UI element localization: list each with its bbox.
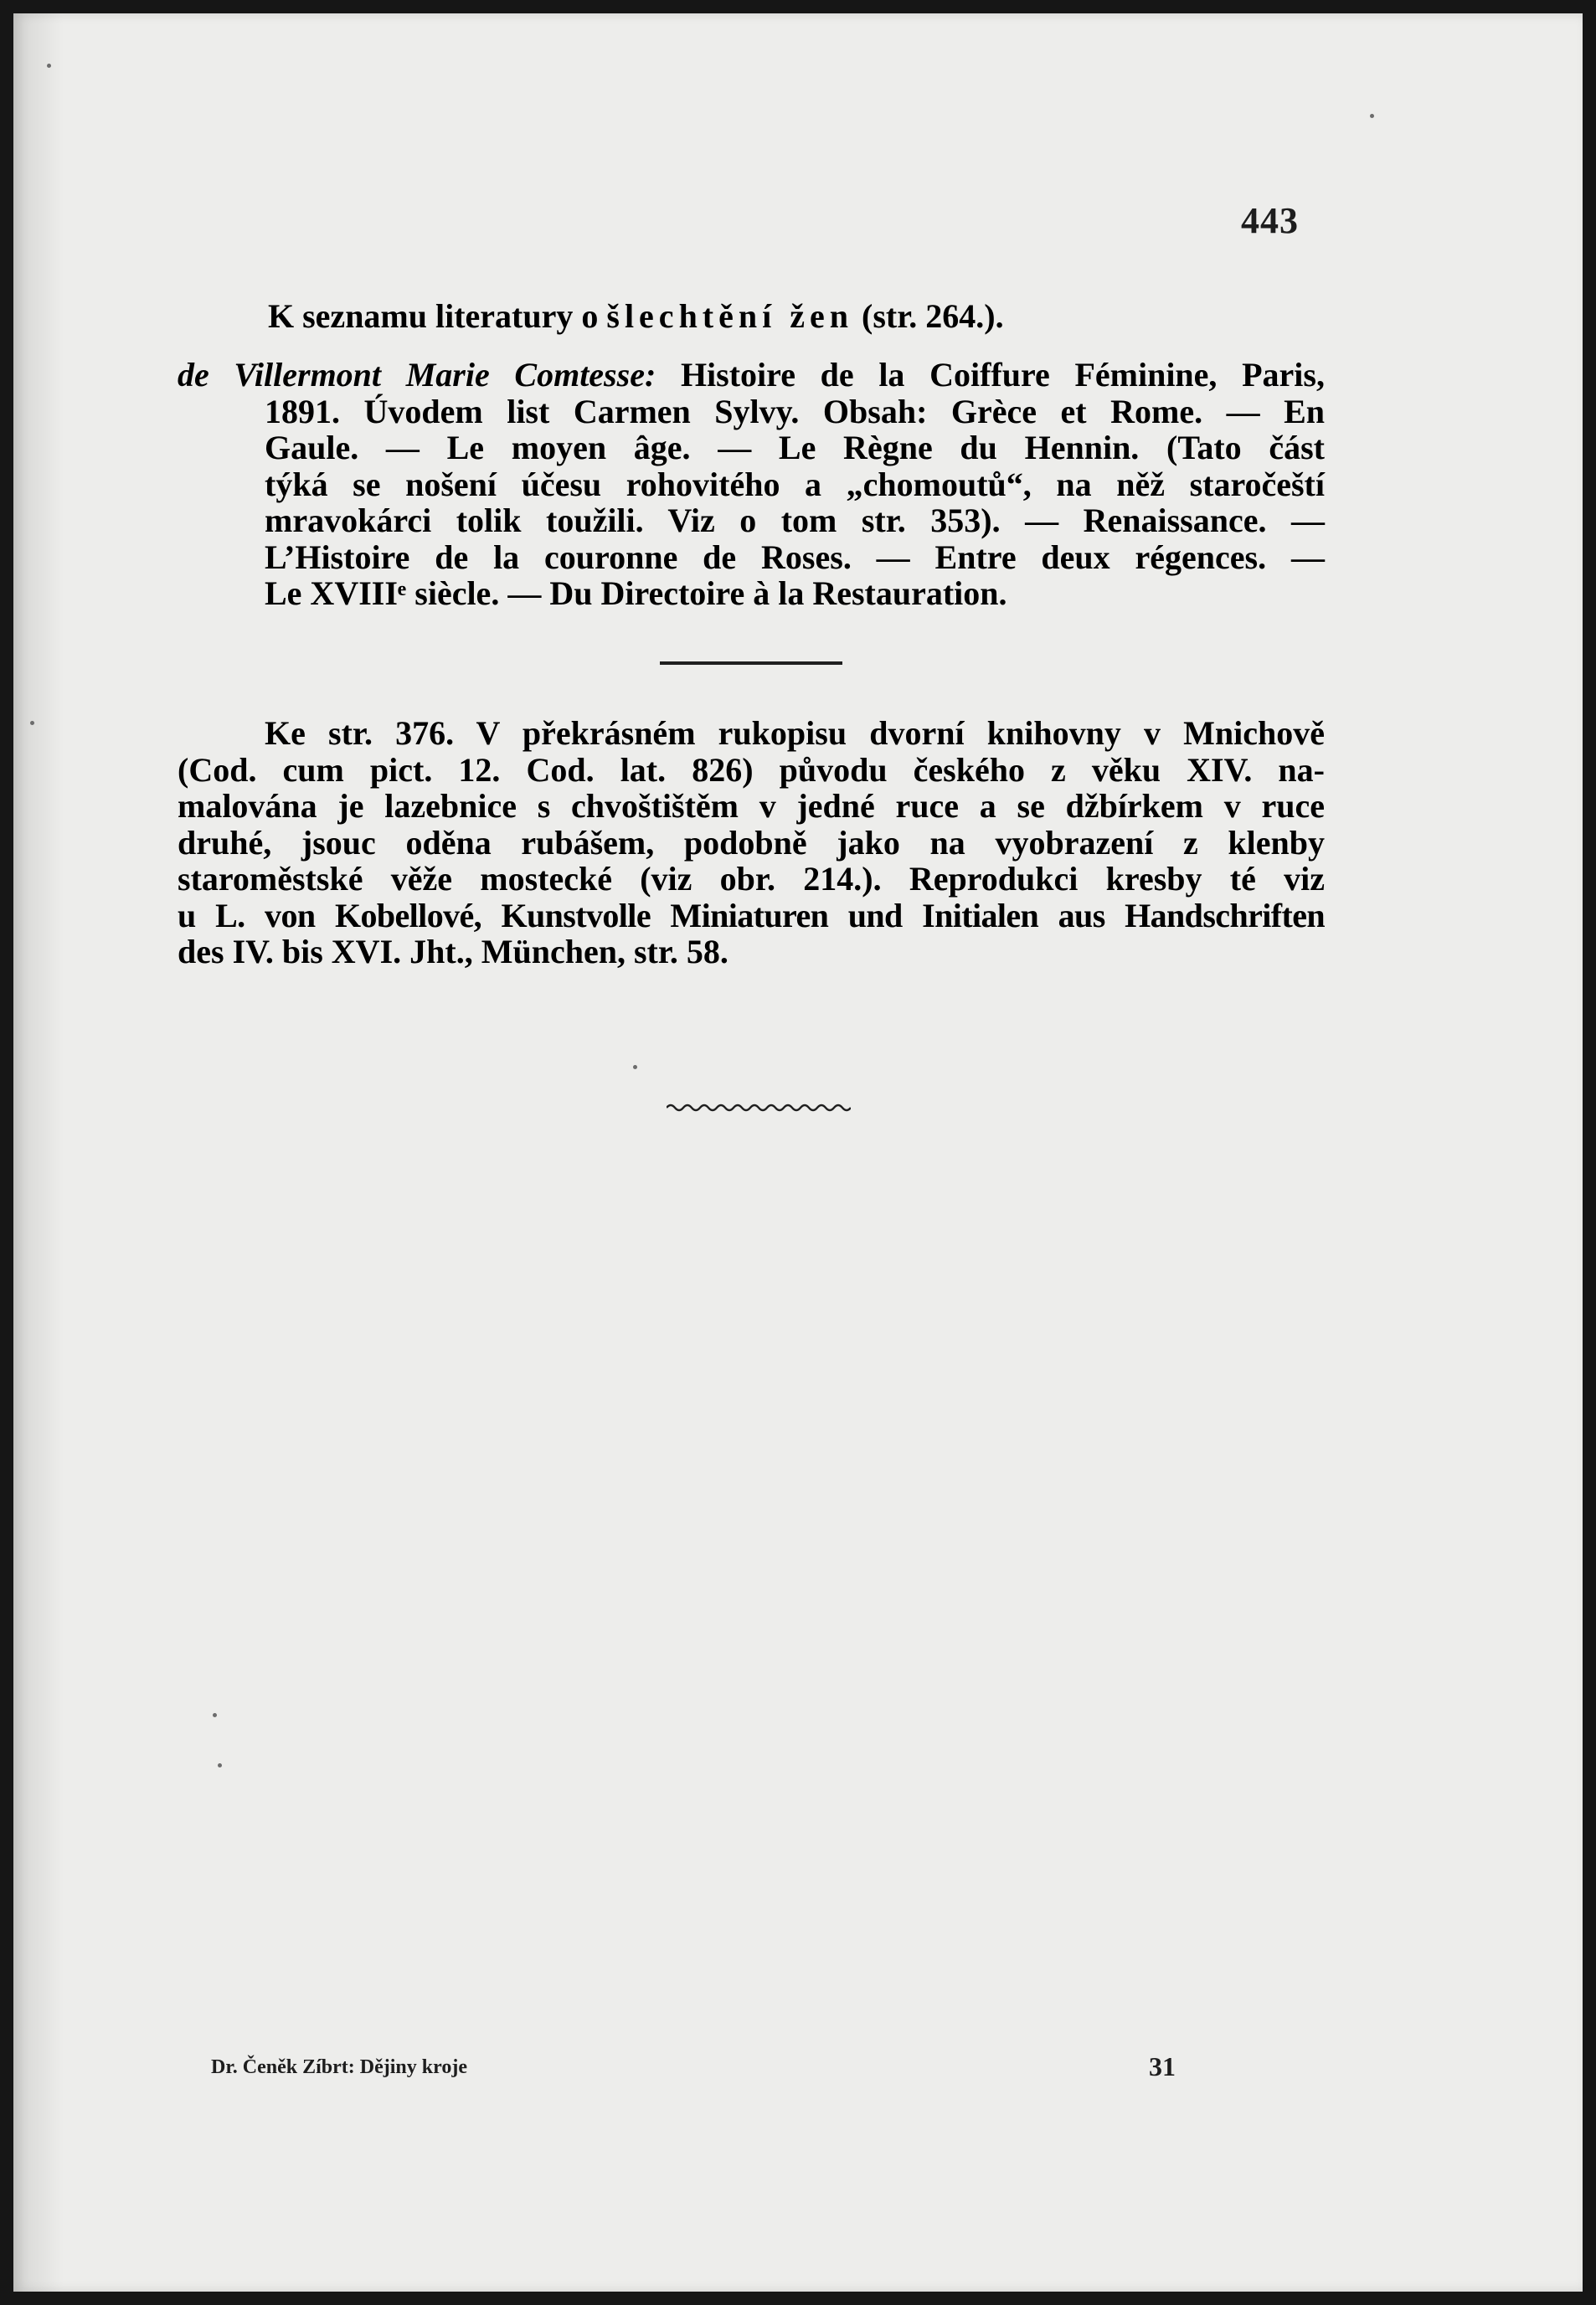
note-line: des IV. bis XVI. Jht., München, str. 58. <box>178 933 728 970</box>
entry-line: Le XVIIIᵉ siècle. — Du Directoire à la Restauration. <box>265 574 1007 612</box>
heading-text-pre: K seznamu literatury o <box>268 297 607 335</box>
scan-speck <box>30 721 34 725</box>
entry-line: mravokárci tolik toužili. Viz o tom str. 353). — Renaissance. — <box>265 502 1325 539</box>
heading-text-post: (str. 264.). <box>853 297 1004 335</box>
footer-author-title: Dr. Čeněk Zíbrt: Dějiny kroje <box>211 2056 467 2078</box>
entry-line: týká se nošení účesu rohovitého a „chomoutů“, na něž staročeští <box>265 465 1325 503</box>
note-line: druhé, jsouc oděna rubášem, podobně jako na vyobrazení z klenby <box>178 823 1325 862</box>
note-line: (Cod. cum pict. 12. Cod. lat. 826) původu českého z věku XIV. na- <box>178 750 1325 789</box>
heading-text-spaced: šlechtění žen <box>606 297 853 335</box>
scan-speck <box>633 1065 637 1069</box>
entry-text: Histoire de la Coiffure Féminine, Paris, <box>656 356 1325 394</box>
note-line: malována je lazebnice s chvoštištěm v jedné ruce a se džbírkem v ruce <box>178 787 1325 825</box>
note-line: Ke str. 376. V překrásném rukopisu dvorní knihovny v Mnichově <box>265 714 1325 752</box>
author-italic: de Villermont Marie Comtesse: <box>178 356 656 394</box>
binding-shadow <box>13 13 64 2292</box>
entry-line: 1891. Úvodem list Carmen Sylvy. Obsah: Grèce et Rome. — En <box>265 392 1325 430</box>
bibliography-entry <box>178 357 1325 612</box>
section-heading <box>268 298 1321 335</box>
scan-speck <box>213 1713 217 1717</box>
note-line: staroměstské věže mostecké (viz obr. 214.). Reprodukci kresby té viz <box>178 860 1325 898</box>
scan-speck <box>218 1763 222 1767</box>
footer-signature-number: 31 <box>1149 2051 1176 2081</box>
section-divider <box>660 661 842 665</box>
note-line: u L. von Kobellové, Kunstvolle Miniaturen und Initialen aus Handschriften <box>178 896 1325 934</box>
book-page <box>13 13 1583 2292</box>
entry-line: Gaule. — Le moyen âge. — Le Règne du Hennin. (Tato část <box>265 429 1325 466</box>
literature-section <box>268 298 1321 335</box>
end-ornament <box>667 1100 851 1112</box>
scan-speck <box>47 64 51 68</box>
scan-speck <box>1370 114 1374 118</box>
page-number: 443 <box>1241 200 1299 241</box>
entry-line: L’Histoire de la couronne de Roses. — Entre deux régences. — <box>265 538 1325 576</box>
entry-line <box>178 357 1325 394</box>
note-section <box>178 715 1325 970</box>
